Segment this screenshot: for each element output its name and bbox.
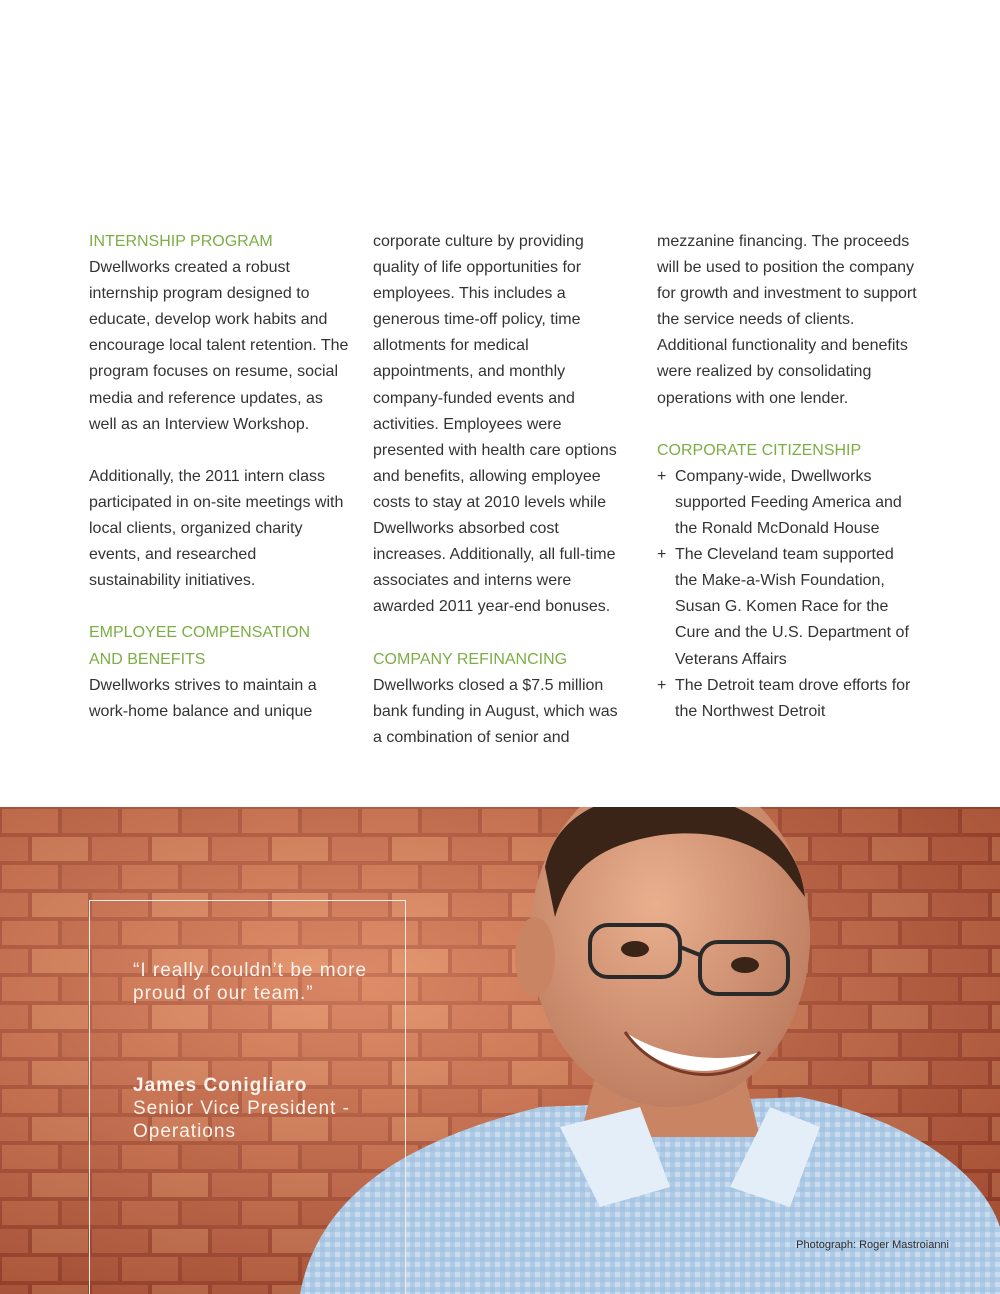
plus-bullet-icon: + — [657, 676, 667, 694]
refinancing-heading: COMPANY REFINANCING — [373, 650, 568, 668]
internship-paragraph-2: Additionally, the 2011 intern class participated in on-site meetings with local clients, organized charity events, and researched sustainability initiatives. — [89, 467, 344, 590]
column-3 — [657, 229, 917, 725]
plus-bullet-icon: + — [657, 546, 667, 564]
column-1 — [89, 229, 349, 725]
column-2 — [373, 229, 621, 751]
compensation-paragraph-continued: corporate culture by providing quality of life opportunities for employees. This includes a generous time-off policy, time allotments for medical appointments, and monthly company-funded events and activities. Employees were presented with health care options and benefits, allowing employee costs to stay at 2010 levels while Dwellworks absorbed cost increases. Additionally, all full-time associates and interns were awarded 2011 year-end bonuses. — [373, 233, 617, 616]
internship-heading: INTERNSHIP PROGRAM — [89, 233, 273, 250]
photo-credit: Photograph: Roger Mastroianni — [796, 1239, 949, 1251]
quote-attribution — [133, 1074, 403, 1143]
list-item-text: Company-wide, Dwellworks supported Feeding America and the Ronald McDonald House — [675, 467, 902, 538]
list-item — [657, 464, 917, 542]
refinancing-paragraph-continued: mezzanine financing. The proceeds will be used to position the company for growth and investment to support the service needs of clients. Additional functionality and benefits were realized by consolidating operations with one lender. — [657, 233, 917, 407]
compensation-heading-line-2: AND BENEFITS — [89, 650, 206, 668]
plus-bullet-icon: + — [657, 467, 667, 485]
portrait-photo — [0, 807, 1000, 1294]
list-item — [657, 673, 917, 725]
pull-quote: “I really couldn’t be more proud of our team.” — [133, 960, 368, 1004]
internship-paragraph-1: Dwellworks created a robust internship program designed to educate, develop work habits and encourage local talent retention. The program focuses on resume, social media and reference updates, as well as an Interview Workshop. — [89, 259, 349, 433]
compensation-heading-line-1: EMPLOYEE COMPENSATION — [89, 624, 311, 642]
list-item — [657, 542, 917, 672]
compensation-paragraph: Dwellworks strives to maintain a work-home balance and unique — [89, 676, 317, 720]
list-item-text: The Cleveland team supported the Make-a-Wish Foundation, Susan G. Komen Race for the Cure and the U.S. Department of Veterans Affairs — [675, 546, 909, 668]
citizenship-heading: CORPORATE CITIZENSHIP — [657, 441, 862, 459]
refinancing-paragraph: Dwellworks closed a $7.5 million bank funding in August, which was a combination of senior and — [373, 676, 618, 746]
list-item-text: The Detroit team drove efforts for the Northwest Detroit — [675, 676, 911, 720]
quote-title: Senior Vice President - Operations — [133, 1098, 350, 1142]
quote-name: James Conigliaro — [133, 1075, 308, 1096]
